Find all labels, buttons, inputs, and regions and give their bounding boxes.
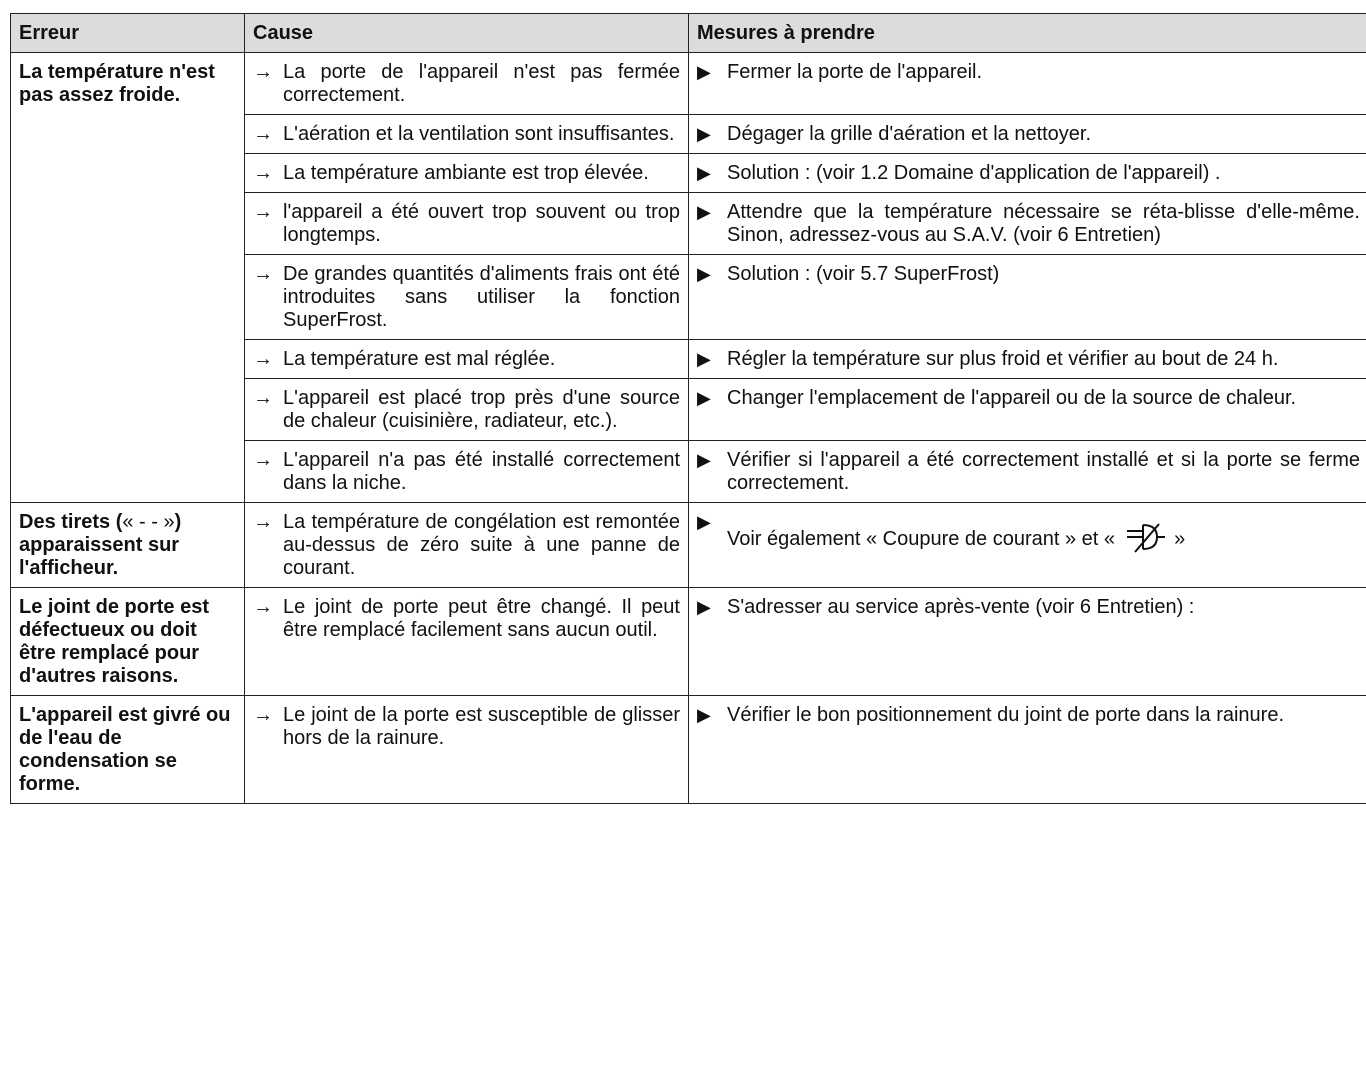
cause-cell [245,53,689,115]
header-error: Erreur [11,14,245,53]
error-text-end: ) apparaissent sur l'afficheur. [19,511,182,579]
arrow-icon: → [253,511,273,533]
action-text: Vérifier le bon positionnement du joint de porte dans la rainure. [727,704,1285,726]
action-text: Attendre que la température nécessaire se réta-blisse d'elle-même. Sinon, adressez-vous au S.A.V. (voir 6 Entretien) [727,201,1360,246]
arrow-icon: → [253,596,273,618]
triangle-bullet-icon: ▶ [697,705,711,725]
cause-text: L'aération et la ventilation sont insuffisantes. [283,123,675,145]
error-cell: Le joint de porte est défectueux ou doit être remplacé pour d'autres raisons. [11,588,245,696]
cause-cell [245,503,689,588]
cause-text: La température ambiante est trop élevée. [283,162,649,184]
arrow-icon: → [253,263,273,285]
cause-cell [245,154,689,193]
arrow-icon: → [253,61,273,83]
cause-cell [245,255,689,340]
triangle-bullet-icon: ▶ [697,163,711,183]
cause-cell [245,696,689,804]
header-cause: Cause [245,14,689,53]
cause-text: L'appareil n'a pas été installé correctement dans la niche. [283,449,680,494]
triangle-bullet-icon: ▶ [697,512,711,532]
action-text: Solution : (voir 5.7 SuperFrost) [727,263,1000,285]
arrow-icon: → [253,704,273,726]
arrow-icon: → [253,123,273,145]
arrow-icon: → [253,162,273,184]
troubleshooting-table [10,13,1366,804]
triangle-bullet-icon: ▶ [697,124,711,144]
table-row [11,53,1366,115]
arrow-icon: → [253,348,273,370]
arrow-icon: → [253,201,273,223]
triangle-bullet-icon: ▶ [697,450,711,470]
action-cell [689,588,1366,696]
power-failure-icon [1123,523,1167,559]
action-cell [689,340,1366,379]
error-cell: L'appareil est givré ou de l'eau de condensation se forme. [11,696,245,804]
cause-cell [245,193,689,255]
arrow-icon: → [253,449,273,471]
action-text: Changer l'emplacement de l'appareil ou de la source de chaleur. [727,387,1297,409]
action-cell [689,696,1366,804]
triangle-bullet-icon: ▶ [697,202,711,222]
table-row [11,588,1366,696]
triangle-bullet-icon: ▶ [697,388,711,408]
error-text-start: Des tirets ( [19,511,123,533]
cause-text: De grandes quantités d'aliments frais ont été introduites sans utiliser la fonction SuperFrost. [283,263,680,331]
cause-cell [245,115,689,154]
error-cell [11,503,245,588]
action-cell [689,154,1366,193]
action-cell [689,53,1366,115]
action-text: Vérifier si l'appareil a été correctement installé et si la porte se ferme correctement. [727,449,1360,494]
cause-text: La température est mal réglée. [283,348,556,370]
table-header-row [11,14,1366,53]
action-text: S'adresser au service après-vente (voir 6 Entretien) : [727,596,1195,618]
cause-text: Le joint de porte peut être changé. Il peut être remplacé facilement sans aucun outil. [283,596,680,641]
table-row [11,503,1366,588]
cause-cell [245,379,689,441]
action-text: Solution : (voir 1.2 Domaine d'application de l'appareil) . [727,162,1221,184]
arrow-icon: → [253,387,273,409]
cause-cell [245,588,689,696]
action-cell [689,503,1366,588]
dashes-symbol: « - - » [122,511,175,533]
error-cell: La température n'est pas assez froide. [11,53,245,503]
action-cell [689,115,1366,154]
action-cell [689,379,1366,441]
action-cell [689,193,1366,255]
triangle-bullet-icon: ▶ [697,62,711,82]
action-cell [689,441,1366,503]
cause-cell [245,441,689,503]
cause-text: L'appareil est placé trop près d'une source de chaleur (cuisinière, radiateur, etc.). [283,387,680,432]
action-text: Fermer la porte de l'appareil. [727,61,983,83]
action-text: Régler la température sur plus froid et vérifier au bout de 24 h. [727,348,1279,370]
action-text: Voir également « Coupure de courant » et « [727,528,1116,550]
triangle-bullet-icon: ▶ [697,349,711,369]
cause-cell [245,340,689,379]
action-cell [689,255,1366,340]
header-action: Mesures à prendre [689,14,1366,53]
triangle-bullet-icon: ▶ [697,264,711,284]
cause-text: Le joint de la porte est susceptible de glisser hors de la rainure. [283,704,680,749]
table-row [11,696,1366,804]
action-text: Dégager la grille d'aération et la nettoyer. [727,123,1092,145]
cause-text: l'appareil a été ouvert trop souvent ou trop longtemps. [283,201,680,246]
action-text-end: » [1174,528,1186,550]
cause-text: La porte de l'appareil n'est pas fermée correctement. [283,61,680,106]
triangle-bullet-icon: ▶ [697,597,711,617]
cause-text: La température de congélation est remontée au-dessus de zéro suite à une panne de courant. [283,511,680,579]
